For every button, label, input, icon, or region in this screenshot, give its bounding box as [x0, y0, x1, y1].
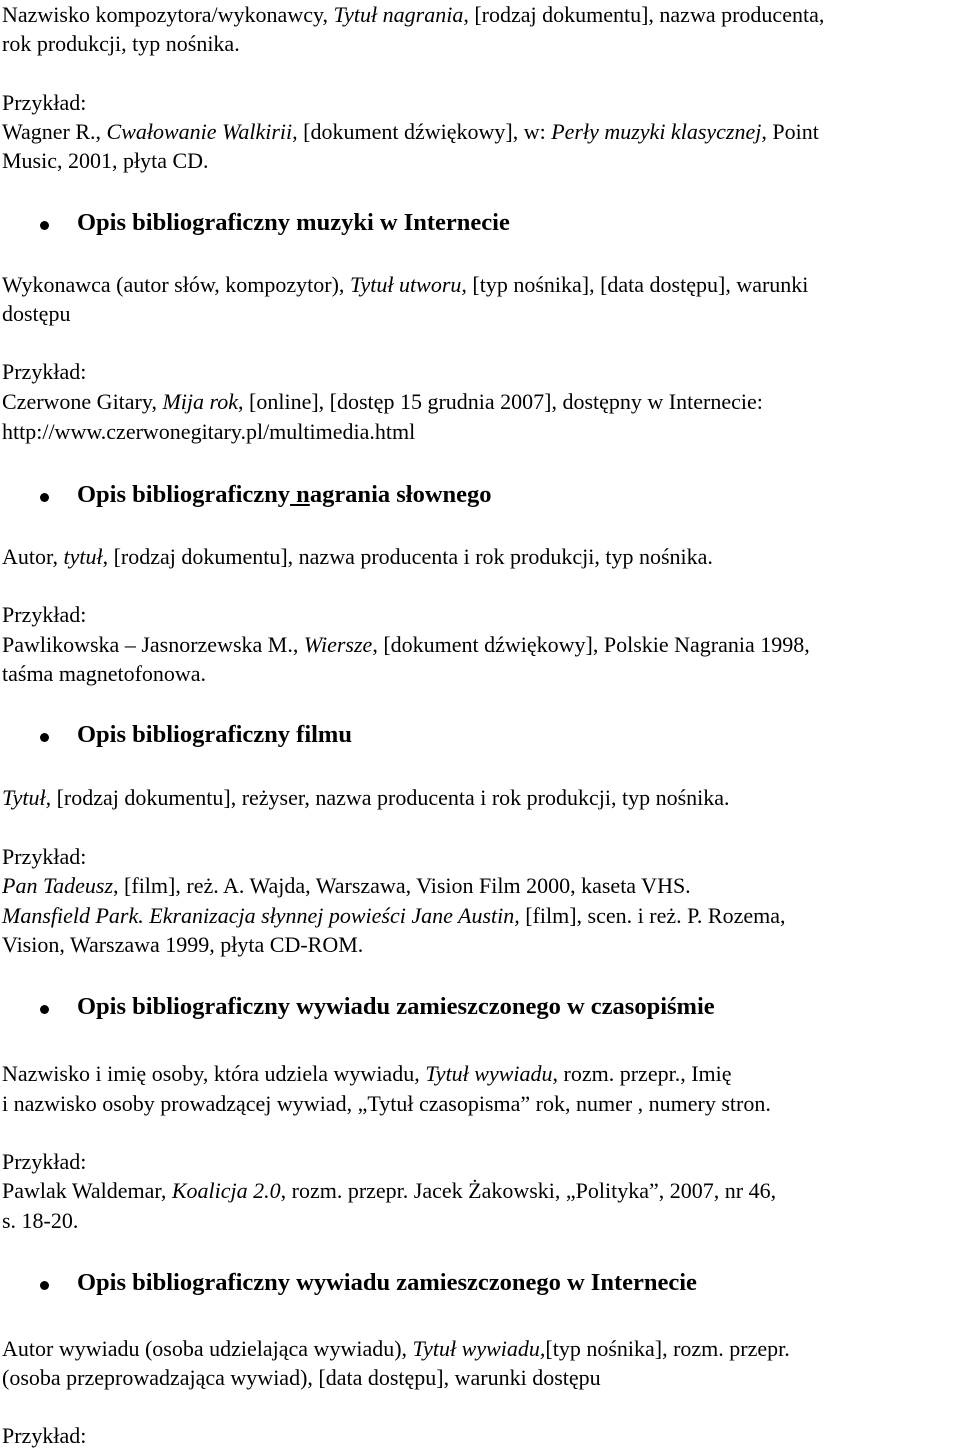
- title-italic: Tytuł wywiadu,: [412, 1336, 546, 1361]
- text-span: Czerwone Gitary,: [2, 389, 163, 414]
- text-span: Pawlikowska – Jasnorzewska M.,: [2, 632, 304, 657]
- bullet-icon: [40, 1281, 49, 1290]
- text-span: , [rodzaj dokumentu], nazwa producenta i rok produkcji, typ nośnika.: [102, 544, 713, 569]
- title-italic: Tytuł nagrania: [333, 2, 464, 27]
- section-heading: Opis bibliograficzny wywiadu zamieszczonego w Internecie: [77, 1269, 697, 1296]
- heading-part: Opis bibliograficzny: [77, 481, 291, 508]
- title-italic: Pan Tadeusz: [2, 873, 114, 898]
- text-line: (osoba przeprowadzająca wywiad), [data dostępu], warunki dostępu: [2, 1365, 601, 1390]
- title-italic: Tytuł wywiadu: [425, 1061, 553, 1086]
- text-span: [rodzaj dokumentu], reżyser, nazwa producenta i rok produkcji, typ nośnika.: [51, 785, 730, 810]
- example-line: [2, 630, 810, 659]
- bullet-icon: [40, 733, 49, 742]
- text-line: [2, 0, 824, 29]
- text-span: Autor wywiadu (osoba udzielająca wywiadu),: [2, 1336, 413, 1361]
- example-line: taśma magnetofonowa.: [2, 661, 207, 686]
- title-italic: Tytuł utworu,: [349, 272, 467, 297]
- title-italic: Perły muzyki klasycznej,: [551, 119, 767, 144]
- text-span: , [dokument dźwiękowy], Polskie Nagrania 1998,: [372, 632, 810, 657]
- text-span: , [film], reż. A. Wajda, Warszawa, Vision Film 2000, kaseta VHS.: [113, 873, 691, 898]
- title-italic: Koalicja 2.0: [171, 1178, 281, 1203]
- example-label: Przykład:: [2, 844, 87, 869]
- example-line: Vision, Warszawa 1999, płyta CD-ROM.: [2, 932, 364, 957]
- text-line: [2, 1334, 790, 1363]
- example-line: Music, 2001, płyta CD.: [2, 148, 209, 173]
- text-span: , rozm. przepr. Jacek Żakowski, „Polityka”, 2007, nr 46,: [280, 1178, 777, 1203]
- example-line: s. 18-20.: [2, 1208, 79, 1233]
- text-span: Pawlak Waldemar,: [2, 1178, 172, 1203]
- text-span: [typ nośnika], rozm. przepr.: [545, 1336, 790, 1361]
- section-heading: Opis bibliograficzny filmu: [77, 721, 352, 748]
- text-line: rok produkcji, typ nośnika.: [2, 31, 240, 56]
- section-heading: Opis bibliograficzny muzyki w Internecie: [77, 209, 510, 236]
- heading-part: agrania słownego: [309, 481, 492, 508]
- section-heading: [77, 480, 492, 509]
- bullet-icon: [40, 1005, 49, 1014]
- text-span: , [rodzaj dokumentu], nazwa producenta,: [463, 2, 825, 27]
- example-label: Przykład:: [2, 359, 87, 384]
- example-label: Przykład:: [2, 90, 87, 115]
- example-line: [2, 901, 786, 930]
- heading-part-underlined: n: [290, 481, 310, 508]
- text-span: , rozm. przepr., Imię: [552, 1061, 732, 1086]
- text-line: [2, 1059, 732, 1088]
- text-span: Point: [766, 119, 819, 144]
- title-italic: tytuł: [63, 544, 103, 569]
- url-text: http://www.czerwonegitary.pl/multimedia.html: [2, 419, 416, 444]
- text-line: [2, 542, 713, 571]
- text-span: , [online], [dostęp 15 grudnia 2007], dostępny w Internecie:: [238, 389, 763, 414]
- bullet-icon: [40, 493, 49, 502]
- text-span: Nazwisko i imię osoby, która udziela wywiadu,: [2, 1061, 426, 1086]
- text-span: Autor,: [2, 544, 64, 569]
- title-italic: Mansfield Park. Ekranizacja słynnej powieści Jane Austin,: [2, 903, 520, 928]
- text-span: Nazwisko kompozytora/wykonawcy,: [2, 2, 334, 27]
- example-label: Przykład:: [2, 1423, 87, 1448]
- text-span: Wykonawca (autor słów, kompozytor),: [2, 272, 350, 297]
- title-italic: Tytuł,: [2, 785, 52, 810]
- text-line: [2, 783, 730, 812]
- example-line: [2, 387, 763, 416]
- text-line: i nazwisko osoby prowadzącej wywiad, „Tytuł czasopisma” rok, numer , numery stron.: [2, 1091, 771, 1116]
- title-italic: Cwałowanie Walkirii,: [106, 119, 298, 144]
- text-line: [2, 270, 808, 299]
- title-italic: Wiersze: [303, 632, 373, 657]
- example-line: [2, 871, 691, 900]
- text-span: [dokument dźwiękowy], w:: [297, 119, 552, 144]
- text-span: Wagner R.,: [2, 119, 107, 144]
- example-label: Przykład:: [2, 602, 87, 627]
- example-label: Przykład:: [2, 1149, 87, 1174]
- title-italic: Mija rok: [162, 389, 239, 414]
- section-heading: Opis bibliograficzny wywiadu zamieszczonego w czasopiśmie: [77, 993, 715, 1020]
- example-line: [2, 1176, 776, 1205]
- text-line: dostępu: [2, 301, 71, 326]
- example-line: [2, 117, 819, 146]
- text-span: [typ nośnika], [data dostępu], warunki: [466, 272, 809, 297]
- text-span: [film], scen. i reż. P. Rozema,: [519, 903, 786, 928]
- bullet-icon: [40, 221, 49, 230]
